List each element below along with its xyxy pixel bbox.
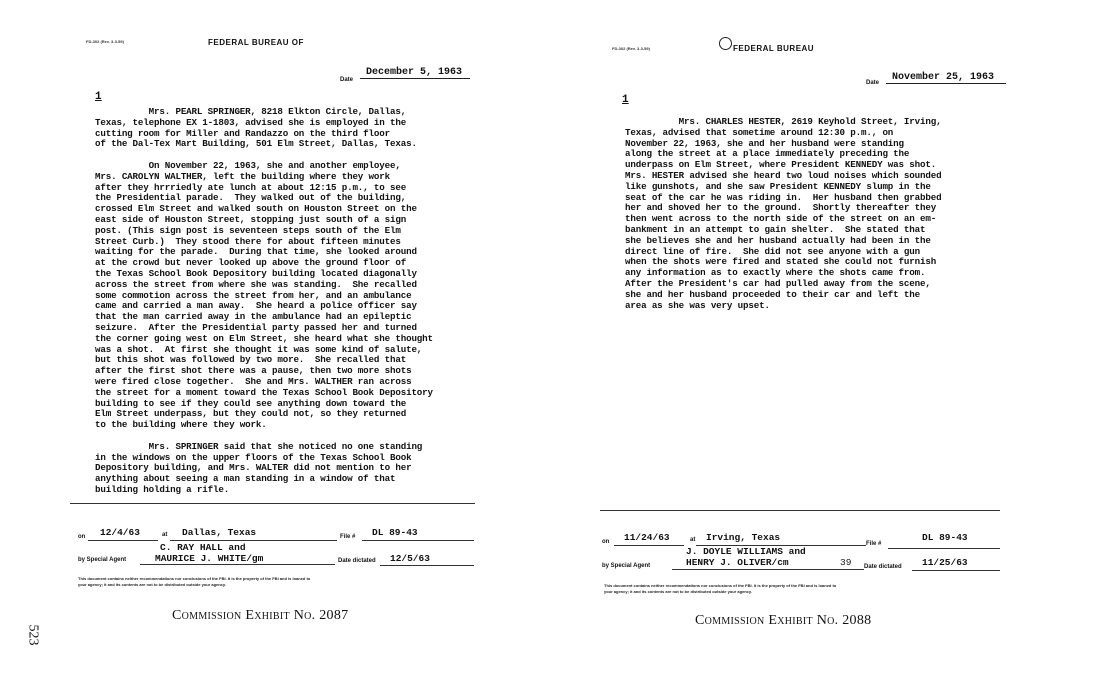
interview-place: Irving, Texas (706, 532, 781, 543)
body-line: the Texas School Book Depository building located diagonally (95, 267, 417, 279)
punch-hole-icon (719, 37, 732, 50)
body-line: Texas, advised that sometime around 12:30 p.m., on (625, 126, 894, 138)
date-dictated: 11/25/63 (922, 557, 968, 568)
agent-name-1: C. RAY HALL and (160, 542, 246, 553)
body-line: waiting for the parade. During that time, she looked around (95, 246, 417, 258)
divider (70, 503, 475, 504)
file-number: DL 89-43 (922, 532, 968, 543)
body-line: Mrs. HESTER advised she heard two loud noises which sounded (625, 169, 942, 181)
body-line: Mrs. CHARLES HESTER, 2619 Keyhold Street, Irving, (625, 116, 942, 127)
body-line: like gunshots, and she saw President KENNEDY slump in the (625, 180, 931, 192)
document-header: FEDERAL BUREAU (733, 44, 815, 53)
divider (600, 510, 1000, 511)
body-line: On November 22, 1963, she and another employee, (95, 159, 401, 171)
date-label: Date (340, 77, 354, 83)
body-line: Mrs. CAROLYN WALTHER, left the building where they work (95, 170, 390, 182)
body-line: crossed Elm Street and walked south on Houston Street on the (95, 203, 417, 215)
document-header: FEDERAL BUREAU OF (208, 38, 304, 47)
body-line: at the crowd but never looked up above the ground floor of (95, 257, 407, 269)
body-line: the street for a moment toward the Texas School Book Depository (95, 386, 433, 398)
body-line: Texas, telephone EX 1-1803, advised she is employed in the (95, 116, 407, 128)
exhibit-title: Commission Exhibit No. 2088 (695, 613, 872, 628)
body-line: to the building where they work. (95, 419, 267, 431)
body-line: seizure. After the Presidential party passed her and turned (95, 321, 417, 333)
on-label: on (78, 534, 86, 540)
document-date: November 25, 1963 (886, 72, 1006, 84)
form-number: FD-302 (Rev. 3-3-59) (86, 39, 124, 44)
disclaimer: This document contains neither recommendations nor conclusions of the FBI. It is the property of the FBI and is loaned to your agency; it and its contents are not to be distributed outside your agency. (78, 576, 311, 587)
underline (88, 540, 158, 541)
body-line: some commotion across the street from her, and an ambulance (95, 289, 412, 301)
interview-place: Dallas, Texas (182, 527, 257, 538)
body-line: the corner going west on Elm Street, she heard what she thought (95, 332, 433, 344)
body-line: Mrs. PEARL SPRINGER, 8218 Elkton Circle, Dallas, (95, 106, 407, 117)
dictated-label: Date dictated (338, 558, 376, 564)
file-label: File # (340, 534, 356, 540)
underline (380, 565, 474, 566)
form-number: FD-302 (Rev. 3-3-59) (612, 46, 650, 51)
body-line: was a shot. At first she thought it was some kind of salute, (95, 343, 423, 355)
underline (888, 548, 1000, 549)
agent-name-1: J. DOYLE WILLIAMS and (686, 546, 806, 557)
body-line: her and shoved her to the ground. Shortly thereafter they (625, 202, 937, 214)
body-line: east side of Houston Street, stopping just south of a sign (95, 213, 407, 225)
body-line: of the Dal-Tex Mart Building, 501 Elm Street, Dallas, Texas. (95, 138, 417, 150)
body-line: that the man carried away in the ambulance had an epileptic (95, 311, 412, 323)
margin-note: 39 (840, 557, 852, 568)
body-line: after the first shot there was a pause, then two more shots (95, 365, 412, 377)
at-label: at (162, 532, 168, 538)
file-number: DL 89-43 (372, 527, 418, 538)
date-dictated: 12/5/63 (390, 553, 430, 564)
disclaimer: This document contains neither recommendations nor conclusions of the FBI. It is the property of the FBI and is loaned to your agency; it and its contents are not to be distributed outside your agency. (604, 583, 837, 594)
underline (614, 545, 684, 546)
body-line: were fired close together. She and Mrs. WALTHER ran across (95, 375, 412, 387)
body-line: but this shot was followed by two more. She recalled that (95, 354, 407, 366)
body-line: then went across to the north side of the street on an em- (625, 213, 937, 225)
body-line: across the street from where she was standing. She recalled (95, 278, 417, 290)
agent-name-2: HENRY J. OLIVER/cm (686, 557, 789, 568)
body-line: she and her husband proceeded to their car and left the (625, 288, 920, 300)
body-line: in the windows on the upper floors of the Texas School Book (95, 451, 412, 463)
body-line: seat of the car he was riding in. Her husband then grabbed (625, 191, 942, 203)
document-date: December 5, 1963 (360, 67, 470, 79)
body-line: the Presidential parade. They walked out of the building, (95, 192, 407, 204)
body-line: cutting room for Miller and Randazzo on the third floor (95, 127, 390, 139)
body-line: underpass on Elm Street, where President KENNEDY was shot. (625, 159, 937, 171)
body-line: area as she was very upset. (625, 299, 770, 311)
page-number: 523 (25, 624, 41, 646)
dictated-label: Date dictated (864, 564, 902, 570)
document-body (625, 117, 941, 311)
underline (912, 570, 1000, 571)
body-line: any information as to exactly where the shots came from. (625, 267, 926, 279)
body-line: she believes she and her husband actually had been in the (625, 234, 931, 246)
body-line: post. (This sign post is seventeen steps south of the Elm (95, 224, 401, 236)
agent-name-2: MAURICE J. WHITE/gm (155, 553, 264, 564)
body-line: after they hrrriedly ate lunch at about 12:15 p.m., to see (95, 181, 407, 193)
body-line: came and carried a man away. She heard a police officer say (95, 300, 417, 312)
body-line: Depository building, and Mrs. WALTER did not mention to her (95, 462, 412, 474)
document-body (95, 107, 433, 496)
page-marker: 1 (622, 94, 629, 106)
body-line: Elm Street underpass, but they could not, so they returned (95, 408, 407, 420)
body-line: After the President's car had pulled away from the scene, (625, 277, 931, 289)
interview-date: 12/4/63 (100, 527, 140, 538)
on-label: on (602, 539, 610, 545)
underline (672, 569, 864, 570)
body-line: building holding a rifle. (95, 483, 230, 495)
at-label: at (690, 537, 696, 543)
body-line: direct line of fire. She did not see anyone with a gun (625, 245, 920, 257)
body-line: Street Curb.) They stood there for about fifteen minutes (95, 235, 401, 247)
body-line: along the street at a place immediately preceding the (625, 148, 910, 160)
agent-label: by Special Agent (602, 563, 651, 569)
body-line: building to see if they could see anything down toward the (95, 397, 407, 409)
underline (140, 564, 335, 565)
file-label: File # (866, 541, 882, 547)
underline (170, 540, 337, 541)
body-line: November 22, 1963, she and her husband were standing (625, 137, 904, 149)
date-label: Date (866, 80, 880, 86)
agent-label: by Special Agent (78, 557, 127, 563)
page-marker: 1 (95, 91, 102, 103)
interview-date: 11/24/63 (624, 532, 670, 543)
underline (362, 540, 474, 541)
exhibit-title: Commission Exhibit No. 2087 (172, 608, 349, 623)
body-line: bankment in an attempt to gain shelter. She stated that (625, 223, 926, 235)
body-line: anything about seeing a man standing in a window of that (95, 473, 396, 485)
body-line: when the shots were fired and stated she could not furnish (625, 256, 937, 268)
body-line: Mrs. SPRINGER said that she noticed no one standing (95, 440, 423, 452)
